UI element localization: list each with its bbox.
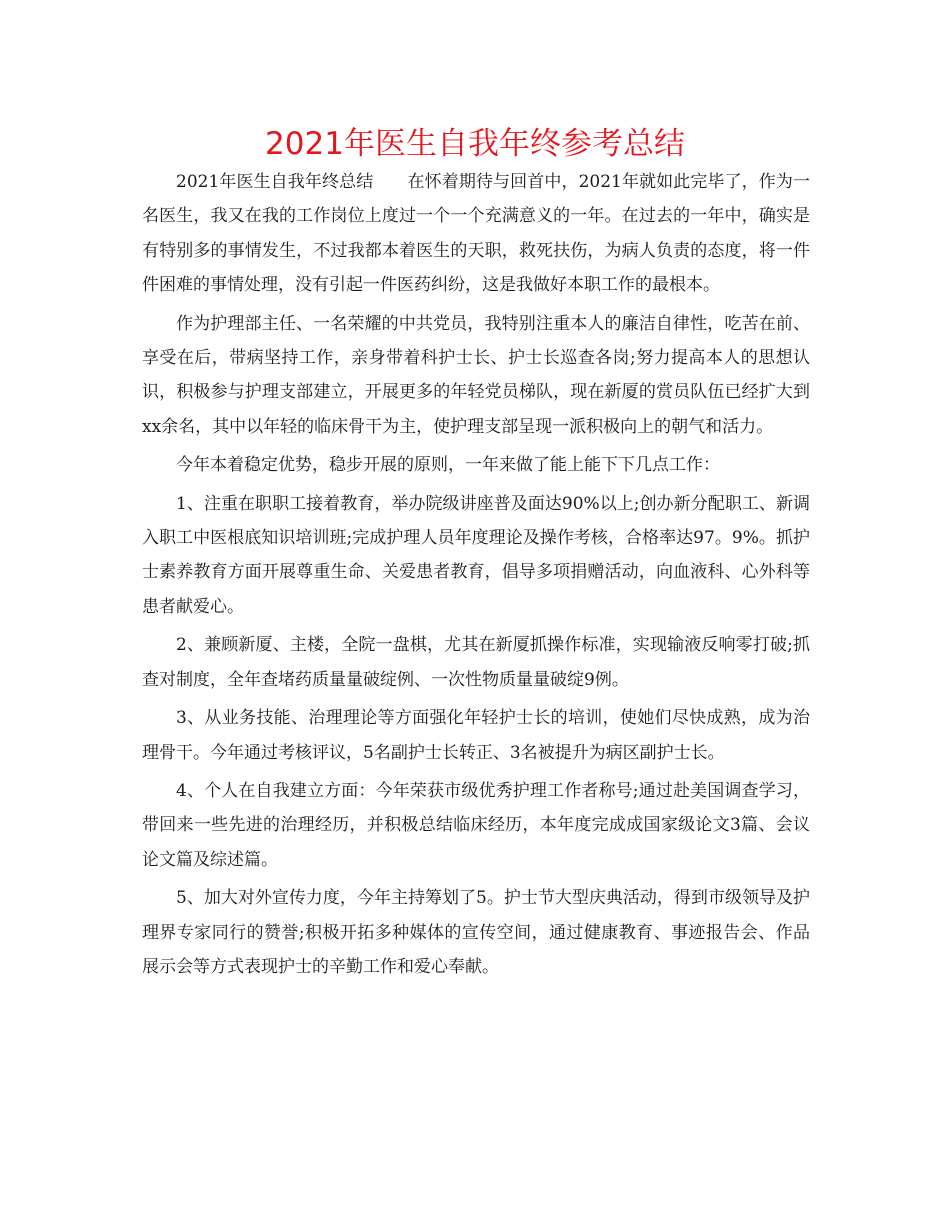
paragraph-intro: 2021年医生自我年终总结 在怀着期待与回首中，2021年就如此完毕了，作为一名医生，我又在我的工作岗位上度过一个一个充满意义的一年。在过去的一年中，确实是有特别多的事情发生，不过我都本着医生的天职，救死扶伤，为病人负责的态度，将一件件困难的事情处理，没有引起一件医药纠纷，这是我做好本职工作的最根本。 [142,172,810,296]
paragraph-item-5: 5、加大对外宣传力度，今年主持筹划了5。护士节大型庆典活动，得到市级领导及护理界专家同行的赞誉;积极开拓多种媒体的宣传空间，通过健康教育、事迹报告会、作品展示会等方式表现护士的辛勤工作和爱心奉献。 [142,888,810,977]
paragraph-item-3: 3、从业务技能、治理理论等方面强化年轻护士长的培训，使她们尽快成熟，成为治理骨干。今年通过考核评议，5名副护士长转正、3名被提升为病区副护士长。 [142,708,810,763]
paragraph-party-member: 作为护理部主任、一名荣耀的中共党员，我特别注重本人的廉洁自律性，吃苦在前、享受在后，带病坚持工作，亲身带着科护士长、护士长巡查各岗;努力提高本人的思想认识，积极参与护理支部建立，开展更多的年轻党员梯队，现在新厦的赏员队伍已经扩大到xx余名，其中以年轻的临床骨干为主，使护理支部呈现一派积极向上的朝气和活力。 [142,313,810,437]
document-title: 2021年医生自我年终参考总结 [265,126,685,162]
paragraph-item-2: 2、兼顾新厦、主楼，全院一盘棋，尤其在新厦抓操作标准，实现输液反响零打破;抓查对制度，全年查堵药质量量破绽例、一次性物质量量破绽9例。 [142,635,810,690]
paragraph-item-1: 1、注重在职职工接着教育，举办院级讲座普及面达90%以上;创办新分配职工、新调入职工中医根底知识培训班;完成护理人员年度理论及操作考核，合格率达97。9%。抓护士素养教育方面开展尊重生命、关爱患者教育，倡导多项捐赠活动，向血液科、心外科等患者献爱心。 [142,493,810,617]
paragraph-work-overview: 今年本着稳定优势，稳步开展的原则，一年来做了能上能下下几点工作： [176,455,720,476]
paragraph-item-4: 4、个人在自我建立方面：今年荣获市级优秀护理工作者称号;通过赴美国调查学习，带回来一些先进的治理经历，并积极总结临床经历，本年度完成成国家级论文3篇、会议论文篇及综述篇。 [142,780,810,870]
document-body [142,165,810,988]
